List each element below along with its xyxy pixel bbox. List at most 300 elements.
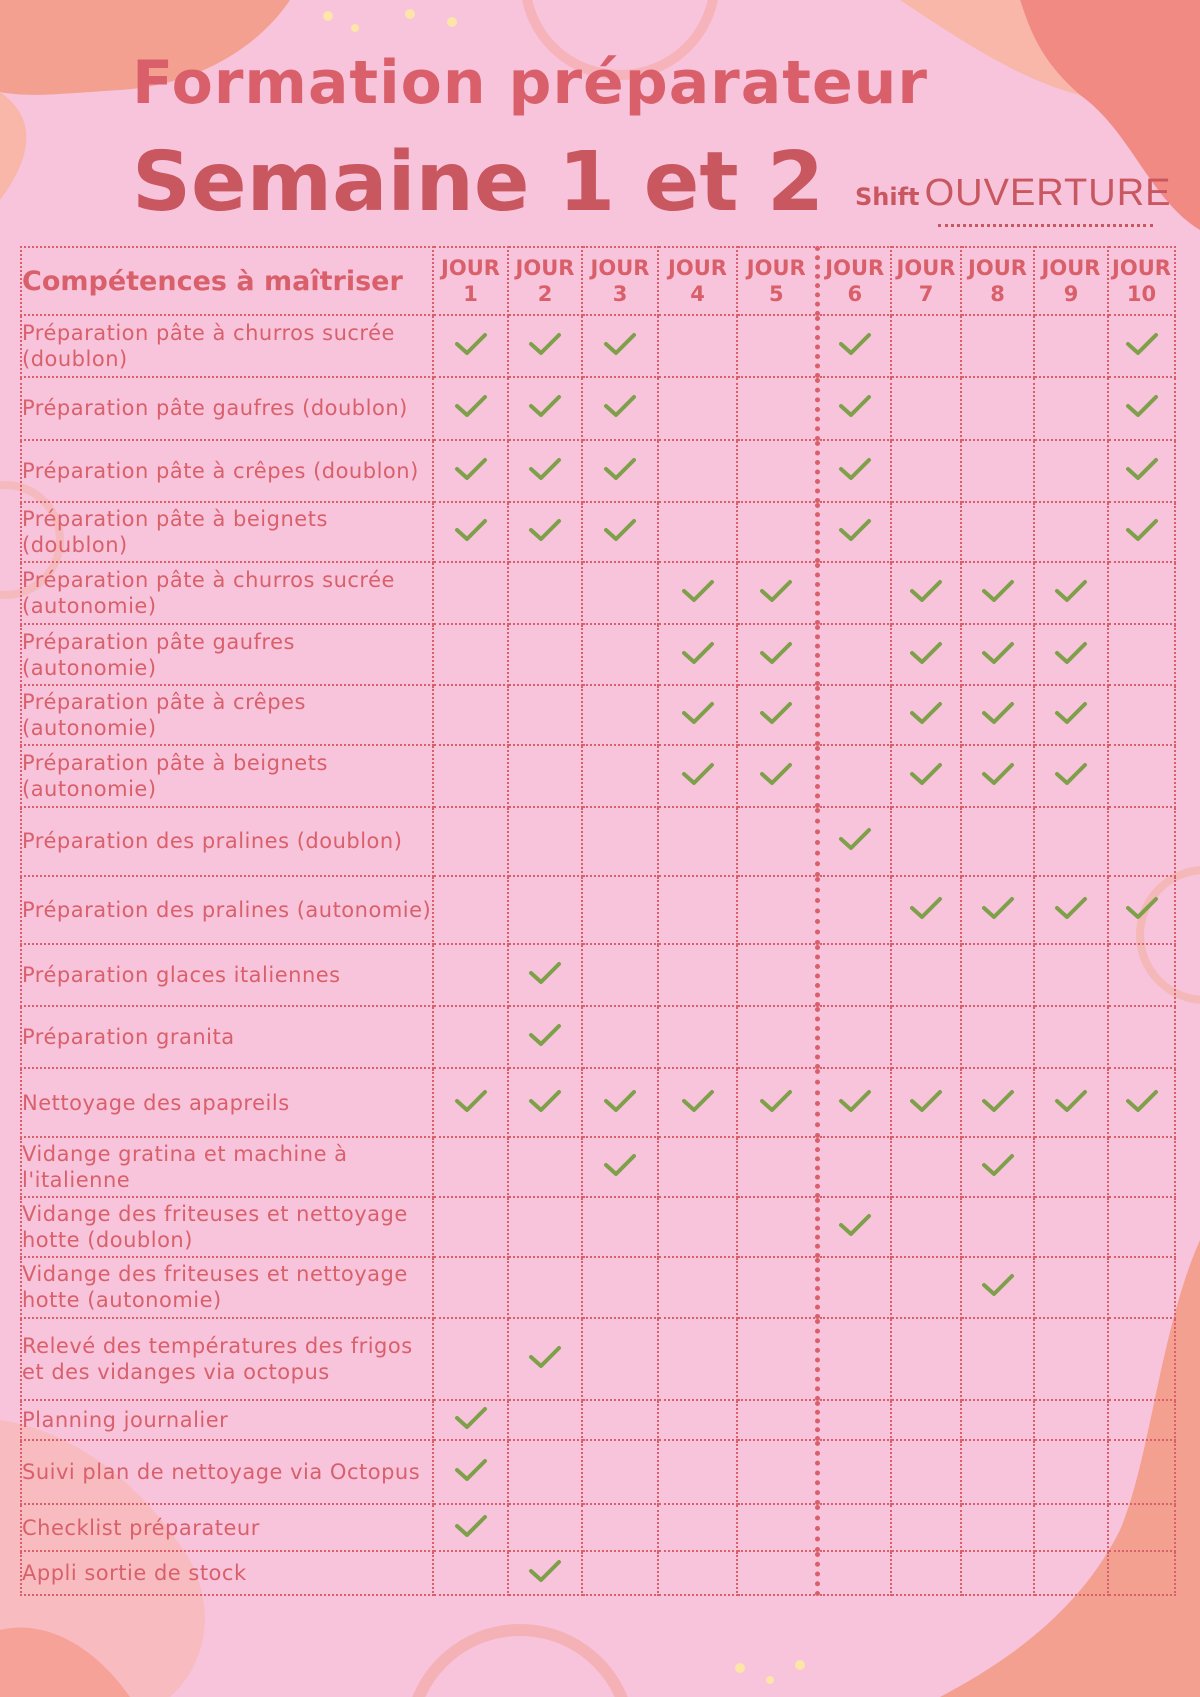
day-cell — [1108, 944, 1175, 1006]
day-cell — [1108, 1257, 1175, 1317]
day-cell — [508, 440, 582, 502]
day-cell — [817, 502, 891, 562]
day-cell — [737, 944, 817, 1006]
day-cell — [508, 745, 582, 807]
day-cell — [1034, 1318, 1108, 1400]
day-cell — [433, 1504, 508, 1550]
day-cell — [433, 1257, 508, 1317]
day-cell — [1034, 1257, 1108, 1317]
check-icon — [838, 826, 872, 852]
table-row — [21, 745, 1175, 807]
day-header-4 — [658, 247, 737, 315]
competence-label: Vidange gratina et machine à l'italienne — [21, 1137, 433, 1197]
day-cell — [582, 1006, 658, 1068]
day-cell — [961, 377, 1034, 439]
competence-label: Préparation pâte gaufres (doublon) — [21, 377, 433, 439]
check-icon — [454, 517, 488, 543]
page-subtitle: Semaine 1 et 2 — [132, 135, 825, 230]
table-row — [21, 440, 1175, 502]
day-cell — [891, 1318, 961, 1400]
day-cell — [891, 1551, 961, 1595]
day-cell — [582, 1504, 658, 1550]
day-cell — [891, 1137, 961, 1197]
day-cell — [891, 377, 961, 439]
day-cell — [737, 807, 817, 875]
day-cell — [508, 1318, 582, 1400]
table-row — [21, 1006, 1175, 1068]
check-icon — [528, 1022, 562, 1048]
day-cell — [1108, 745, 1175, 807]
check-icon — [528, 456, 562, 482]
day-cell — [961, 1006, 1034, 1068]
day-cell — [1034, 1197, 1108, 1257]
day-cell — [817, 1440, 891, 1504]
day-cell — [582, 1068, 658, 1136]
competence-label: Vidange des friteuses et nettoyage hotte (doublon) — [21, 1197, 433, 1257]
check-icon — [528, 1344, 562, 1370]
table-row — [21, 562, 1175, 624]
day-cell — [961, 807, 1034, 875]
competence-label: Vidange des friteuses et nettoyage hotte (autonomie) — [21, 1257, 433, 1317]
check-icon — [603, 1088, 637, 1114]
day-cell — [961, 315, 1034, 377]
check-icon — [603, 517, 637, 543]
day-cell — [817, 377, 891, 439]
shift-label — [855, 172, 1172, 215]
day-cell — [737, 562, 817, 624]
day-header-1 — [433, 247, 508, 315]
day-cell — [433, 1440, 508, 1504]
competence-label: Nettoyage des apapreils — [21, 1068, 433, 1136]
day-cell — [1034, 876, 1108, 944]
day-cell — [737, 1440, 817, 1504]
day-cell — [582, 1137, 658, 1197]
day-cell — [1108, 377, 1175, 439]
day-cell — [1034, 685, 1108, 745]
day-cell — [737, 1400, 817, 1440]
day-cell — [1034, 502, 1108, 562]
table-row — [21, 502, 1175, 562]
day-cell — [891, 1440, 961, 1504]
day-cell — [891, 944, 961, 1006]
check-icon — [838, 331, 872, 357]
day-cell — [1108, 624, 1175, 684]
page-title: Formation préparateur — [132, 48, 928, 118]
day-cell — [737, 377, 817, 439]
check-icon — [909, 578, 943, 604]
day-header-3 — [582, 247, 658, 315]
competence-label: Planning journalier — [21, 1400, 433, 1440]
check-icon — [454, 1405, 488, 1431]
day-cell — [433, 624, 508, 684]
day-cell — [433, 876, 508, 944]
day-cell — [582, 944, 658, 1006]
check-icon — [981, 761, 1015, 787]
day-number: 6 — [847, 282, 863, 306]
check-icon — [603, 393, 637, 419]
day-word: JOUR — [515, 256, 575, 280]
day-number: 8 — [990, 282, 1005, 306]
day-cell — [817, 876, 891, 944]
day-cell — [961, 502, 1034, 562]
check-icon — [454, 1457, 488, 1483]
competence-label: Préparation des pralines (doublon) — [21, 807, 433, 875]
day-cell — [582, 685, 658, 745]
check-icon — [1125, 456, 1159, 482]
day-number: 1 — [463, 282, 478, 306]
check-icon — [603, 1152, 637, 1178]
day-cell — [508, 1006, 582, 1068]
day-cell — [1108, 1504, 1175, 1550]
day-cell — [1034, 562, 1108, 624]
day-cell — [891, 807, 961, 875]
day-cell — [658, 315, 737, 377]
day-cell — [891, 562, 961, 624]
day-word: JOUR — [668, 256, 727, 280]
check-icon — [454, 1513, 488, 1539]
day-cell — [1034, 944, 1108, 1006]
day-cell — [658, 1551, 737, 1595]
day-cell — [737, 624, 817, 684]
day-cell — [582, 807, 658, 875]
day-cell — [658, 624, 737, 684]
day-cell — [1034, 807, 1108, 875]
check-icon — [909, 895, 943, 921]
day-cell — [658, 876, 737, 944]
check-icon — [1054, 578, 1088, 604]
day-cell — [582, 440, 658, 502]
day-cell — [737, 1068, 817, 1136]
day-cell — [508, 562, 582, 624]
day-cell — [891, 440, 961, 502]
day-cell — [508, 1197, 582, 1257]
day-cell — [433, 377, 508, 439]
table-row — [21, 807, 1175, 875]
day-cell — [1034, 440, 1108, 502]
day-cell — [817, 1504, 891, 1550]
day-cell — [737, 502, 817, 562]
day-word: JOUR — [1041, 256, 1101, 280]
check-icon — [681, 640, 715, 666]
day-cell — [658, 1257, 737, 1317]
day-cell — [1034, 1400, 1108, 1440]
day-cell — [1108, 440, 1175, 502]
competences-header: Compétences à maîtriser — [21, 247, 433, 315]
day-cell — [737, 1504, 817, 1550]
day-cell — [582, 745, 658, 807]
day-header-10 — [1108, 247, 1175, 315]
check-icon — [528, 517, 562, 543]
day-word: JOUR — [825, 256, 885, 280]
shift-prefix: Shift — [855, 183, 920, 211]
day-header-5 — [737, 247, 817, 315]
day-cell — [1034, 1006, 1108, 1068]
check-icon — [528, 1558, 562, 1584]
day-cell — [737, 1006, 817, 1068]
check-icon — [838, 517, 872, 543]
check-icon — [981, 640, 1015, 666]
day-cell — [508, 1440, 582, 1504]
day-number: 10 — [1126, 282, 1157, 306]
check-icon — [759, 700, 793, 726]
day-cell — [1108, 1318, 1175, 1400]
check-icon — [1054, 640, 1088, 666]
check-icon — [909, 761, 943, 787]
day-cell — [961, 624, 1034, 684]
day-cell — [658, 1137, 737, 1197]
day-cell — [961, 685, 1034, 745]
day-cell — [1108, 1400, 1175, 1440]
day-header-6 — [817, 247, 891, 315]
check-icon — [909, 640, 943, 666]
day-cell — [658, 1504, 737, 1550]
table-row — [21, 685, 1175, 745]
day-cell — [508, 1068, 582, 1136]
day-cell — [817, 1257, 891, 1317]
day-word: JOUR — [968, 256, 1027, 280]
day-cell — [582, 624, 658, 684]
day-header-7 — [891, 247, 961, 315]
check-icon — [838, 1212, 872, 1238]
day-cell — [582, 1257, 658, 1317]
day-cell — [1108, 1006, 1175, 1068]
check-icon — [1125, 517, 1159, 543]
day-cell — [508, 807, 582, 875]
check-icon — [528, 1088, 562, 1114]
day-cell — [658, 807, 737, 875]
day-cell — [1108, 1197, 1175, 1257]
check-icon — [909, 1088, 943, 1114]
table-row — [21, 377, 1175, 439]
day-cell — [1108, 876, 1175, 944]
day-cell — [737, 440, 817, 502]
day-cell — [737, 1318, 817, 1400]
day-cell — [737, 685, 817, 745]
day-cell — [1108, 1068, 1175, 1136]
competence-label: Préparation pâte à crêpes (autonomie) — [21, 685, 433, 745]
day-cell — [508, 315, 582, 377]
day-cell — [891, 502, 961, 562]
day-cell — [1034, 745, 1108, 807]
day-cell — [817, 745, 891, 807]
day-cell — [508, 377, 582, 439]
ring-bottom — [410, 1630, 630, 1697]
day-cell — [961, 1257, 1034, 1317]
day-cell — [433, 807, 508, 875]
day-word: JOUR — [590, 256, 650, 280]
competence-label: Préparation pâte à beignets (autonomie) — [21, 745, 433, 807]
check-icon — [603, 331, 637, 357]
check-icon — [528, 331, 562, 357]
check-icon — [454, 456, 488, 482]
day-cell — [433, 1006, 508, 1068]
day-cell — [582, 377, 658, 439]
competence-label: Appli sortie de stock — [21, 1551, 433, 1595]
check-icon — [681, 761, 715, 787]
day-cell — [891, 1006, 961, 1068]
day-cell — [1108, 562, 1175, 624]
day-cell — [658, 745, 737, 807]
competence-label: Préparation pâte à crêpes (doublon) — [21, 440, 433, 502]
day-cell — [961, 1440, 1034, 1504]
day-cell — [433, 1068, 508, 1136]
day-number: 9 — [1063, 282, 1079, 306]
day-word: JOUR — [441, 256, 500, 280]
day-cell — [582, 1400, 658, 1440]
day-number: 7 — [918, 282, 934, 306]
check-icon — [454, 1088, 488, 1114]
day-cell — [433, 502, 508, 562]
day-cell — [737, 1197, 817, 1257]
day-cell — [1034, 377, 1108, 439]
day-cell — [433, 1551, 508, 1595]
day-cell — [582, 315, 658, 377]
day-cell — [433, 1318, 508, 1400]
day-cell — [737, 1257, 817, 1317]
check-icon — [681, 578, 715, 604]
table-row — [21, 876, 1175, 944]
day-cell — [582, 1318, 658, 1400]
check-icon — [759, 578, 793, 604]
check-icon — [1125, 1088, 1159, 1114]
day-cell — [961, 944, 1034, 1006]
day-cell — [891, 745, 961, 807]
day-number: 3 — [612, 282, 628, 306]
day-cell — [658, 1440, 737, 1504]
day-cell — [891, 876, 961, 944]
check-icon — [981, 578, 1015, 604]
table-row — [21, 1504, 1175, 1550]
day-cell — [582, 1197, 658, 1257]
check-icon — [981, 1272, 1015, 1298]
check-icon — [454, 393, 488, 419]
day-cell — [433, 1400, 508, 1440]
check-icon — [528, 960, 562, 986]
day-cell — [961, 1068, 1034, 1136]
table-row — [21, 1440, 1175, 1504]
day-cell — [817, 1068, 891, 1136]
day-word: JOUR — [1112, 256, 1171, 280]
day-number: 4 — [690, 282, 705, 306]
table-row — [21, 1400, 1175, 1440]
day-cell — [508, 1400, 582, 1440]
check-icon — [838, 393, 872, 419]
day-cell — [433, 440, 508, 502]
check-icon — [981, 1088, 1015, 1114]
day-cell — [508, 944, 582, 1006]
day-cell — [737, 315, 817, 377]
competence-label: Relevé des températures des frigos et des vidanges via octopus — [21, 1318, 433, 1400]
shift-name: OUVERTURE — [924, 172, 1172, 214]
day-cell — [961, 876, 1034, 944]
check-icon — [838, 456, 872, 482]
day-cell — [433, 1137, 508, 1197]
day-cell — [961, 1197, 1034, 1257]
day-header-8 — [961, 247, 1034, 315]
shift-underline — [938, 224, 1153, 227]
day-number: 5 — [768, 282, 784, 306]
day-cell — [582, 562, 658, 624]
day-cell — [1108, 1137, 1175, 1197]
day-cell — [817, 1551, 891, 1595]
day-cell — [658, 685, 737, 745]
competence-label: Checklist préparateur — [21, 1504, 433, 1550]
day-cell — [961, 1137, 1034, 1197]
day-cell — [433, 315, 508, 377]
day-cell — [737, 745, 817, 807]
day-cell — [658, 502, 737, 562]
day-cell — [658, 440, 737, 502]
day-cell — [1034, 1551, 1108, 1595]
check-icon — [1125, 331, 1159, 357]
day-cell — [658, 377, 737, 439]
check-icon — [981, 895, 1015, 921]
day-cell — [658, 1400, 737, 1440]
day-cell — [817, 944, 891, 1006]
day-word: JOUR — [746, 256, 806, 280]
day-cell — [891, 1068, 961, 1136]
competence-label: Préparation granita — [21, 1006, 433, 1068]
day-cell — [658, 1318, 737, 1400]
day-cell — [817, 624, 891, 684]
training-grid — [20, 246, 1176, 1596]
day-cell — [582, 1440, 658, 1504]
day-cell — [658, 1006, 737, 1068]
day-cell — [737, 1551, 817, 1595]
day-cell — [508, 1504, 582, 1550]
day-cell — [582, 502, 658, 562]
day-cell — [737, 876, 817, 944]
day-cell — [1108, 807, 1175, 875]
check-icon — [981, 1152, 1015, 1178]
day-cell — [817, 1318, 891, 1400]
table-row — [21, 1068, 1175, 1136]
table-row — [21, 1551, 1175, 1595]
day-cell — [508, 624, 582, 684]
day-cell — [433, 685, 508, 745]
day-cell — [1034, 624, 1108, 684]
day-cell — [961, 562, 1034, 624]
check-icon — [838, 1088, 872, 1114]
day-cell — [961, 1551, 1034, 1595]
day-cell — [961, 1318, 1034, 1400]
day-cell — [508, 876, 582, 944]
check-icon — [603, 456, 637, 482]
day-cell — [891, 1197, 961, 1257]
day-cell — [737, 1137, 817, 1197]
day-cell — [961, 1400, 1034, 1440]
competence-label: Suivi plan de nettoyage via Octopus — [21, 1440, 433, 1504]
day-cell — [891, 1400, 961, 1440]
day-cell — [1108, 1551, 1175, 1595]
check-icon — [454, 331, 488, 357]
table-row — [21, 1257, 1175, 1317]
day-cell — [658, 1068, 737, 1136]
table-row — [21, 315, 1175, 377]
check-icon — [759, 761, 793, 787]
check-icon — [759, 1088, 793, 1114]
day-cell — [1108, 685, 1175, 745]
check-icon — [909, 700, 943, 726]
day-cell — [433, 562, 508, 624]
day-cell — [817, 315, 891, 377]
competence-label: Préparation pâte gaufres (autonomie) — [21, 624, 433, 684]
competence-label: Préparation pâte à beignets (doublon) — [21, 502, 433, 562]
day-cell — [817, 685, 891, 745]
check-icon — [759, 640, 793, 666]
day-cell — [1034, 315, 1108, 377]
day-cell — [891, 1504, 961, 1550]
